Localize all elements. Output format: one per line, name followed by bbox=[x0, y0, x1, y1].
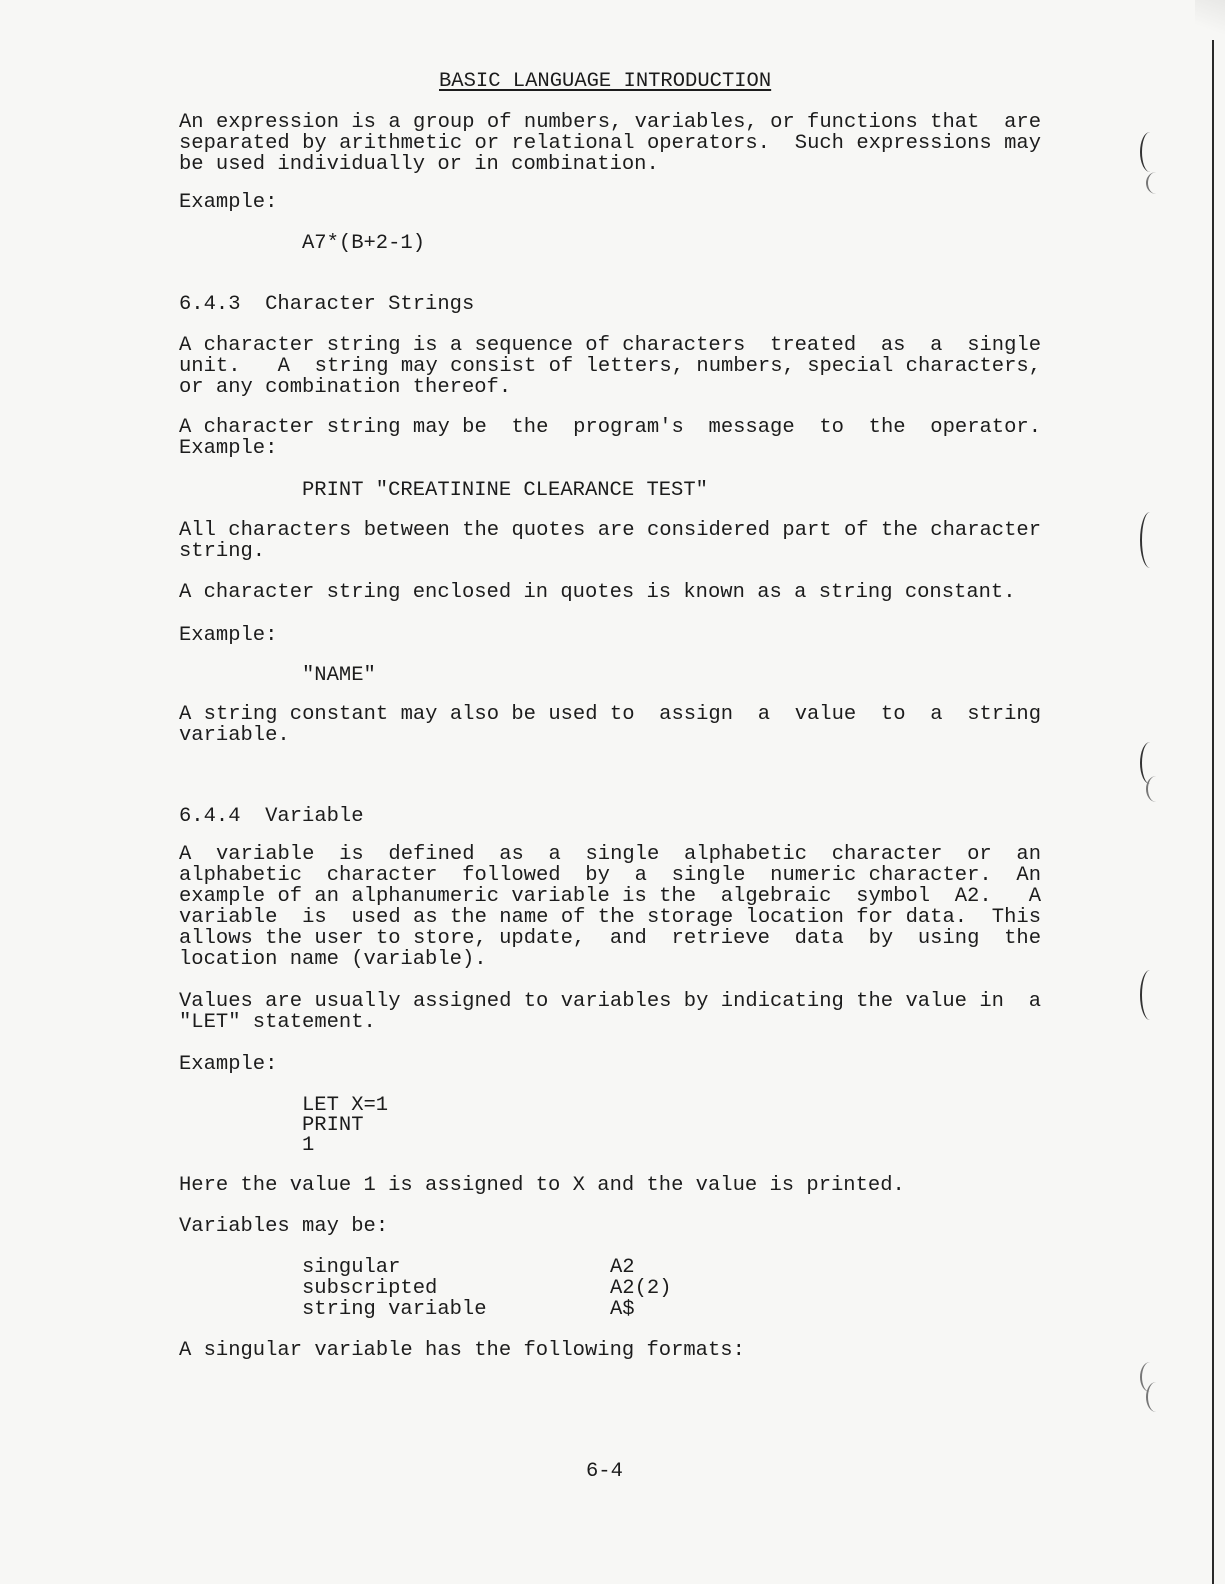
binder-hole-mark bbox=[1140, 132, 1160, 172]
example-label: Example: bbox=[179, 191, 278, 214]
text-line: be used individually or in combination. bbox=[179, 153, 659, 176]
variable-kind-name: subscripted bbox=[302, 1277, 438, 1300]
page-title: BASIC LANGUAGE INTRODUCTION bbox=[439, 70, 772, 93]
text-line: example of an alphanumeric variable is the algebraic symbol A2. A bbox=[179, 885, 1041, 908]
binder-hole-mark bbox=[1140, 970, 1160, 1020]
paragraph: Variables may be: bbox=[179, 1215, 389, 1238]
variable-kind-example: A2 bbox=[610, 1256, 635, 1279]
paragraph bbox=[179, 704, 1041, 746]
text-line: All characters between the quotes are considered part of the character bbox=[179, 519, 1041, 542]
binder-hole-mark bbox=[1140, 512, 1160, 568]
code-line: LET X=1 bbox=[302, 1094, 389, 1117]
paragraph: A character string enclosed in quotes is known as a string constant. bbox=[179, 581, 1016, 604]
code-line: PRINT bbox=[302, 1114, 364, 1137]
paragraph bbox=[179, 991, 1041, 1033]
text-line: allows the user to store, update, and retrieve data by using the bbox=[179, 927, 1041, 950]
example-label: Example: bbox=[179, 1053, 278, 1076]
code-line: 1 bbox=[302, 1134, 315, 1157]
text-line: unit. A string may consist of letters, numbers, special characters, bbox=[179, 355, 1041, 378]
text-line: variable. bbox=[179, 724, 290, 747]
text-line: or any combination thereof. bbox=[179, 376, 512, 399]
text-line: A character string may be the program's message to the operator. bbox=[179, 416, 1041, 439]
text-line: A character string is a sequence of characters treated as a single bbox=[179, 334, 1041, 357]
paragraph bbox=[179, 335, 1041, 398]
text-line: "LET" statement. bbox=[179, 1011, 376, 1034]
text-line: variable is used as the name of the storage location for data. This bbox=[179, 906, 1041, 929]
variable-kind-name: singular bbox=[302, 1256, 401, 1279]
text-line: Values are usually assigned to variables by indicating the value in a bbox=[179, 990, 1041, 1013]
paragraph: Here the value 1 is assigned to X and the value is printed. bbox=[179, 1174, 905, 1197]
text-line: string. bbox=[179, 540, 266, 563]
code-example: PRINT "CREATININE CLEARANCE TEST" bbox=[302, 479, 708, 502]
variable-kind-example: A$ bbox=[610, 1298, 635, 1321]
text-line: A string constant may also be used to assign a value to a string bbox=[179, 703, 1041, 726]
paragraph bbox=[179, 417, 1041, 459]
section-heading: 6.4.3 Character Strings bbox=[179, 293, 475, 316]
page-number: 6-4 bbox=[586, 1460, 623, 1483]
example-label: Example: bbox=[179, 624, 278, 647]
variable-kind-name: string variable bbox=[302, 1298, 487, 1321]
intro-paragraph bbox=[179, 112, 1041, 175]
section-heading: 6.4.4 Variable bbox=[179, 805, 364, 828]
text-line: An expression is a group of numbers, variables, or functions that are bbox=[179, 111, 1041, 134]
paragraph bbox=[179, 844, 1041, 970]
page-edge bbox=[1212, 0, 1214, 1584]
text-line: location name (variable). bbox=[179, 948, 487, 971]
page-corner bbox=[1195, 0, 1225, 40]
binder-hole-mark bbox=[1146, 776, 1166, 802]
code-example: "NAME" bbox=[302, 664, 376, 687]
text-line: A variable is defined as a single alphabetic character or an bbox=[179, 843, 1041, 866]
binder-hole-mark bbox=[1146, 172, 1166, 194]
code-example: A7*(B+2-1) bbox=[302, 232, 426, 255]
text-line: separated by arithmetic or relational operators. Such expressions may bbox=[179, 132, 1041, 155]
binder-hole-mark bbox=[1146, 1382, 1166, 1412]
variable-kind-example: A2(2) bbox=[610, 1277, 672, 1300]
text-line: Example: bbox=[179, 437, 278, 460]
paragraph bbox=[179, 520, 1041, 562]
text-line: alphabetic character followed by a single numeric character. An bbox=[179, 864, 1041, 887]
paragraph: A singular variable has the following formats: bbox=[179, 1339, 745, 1362]
